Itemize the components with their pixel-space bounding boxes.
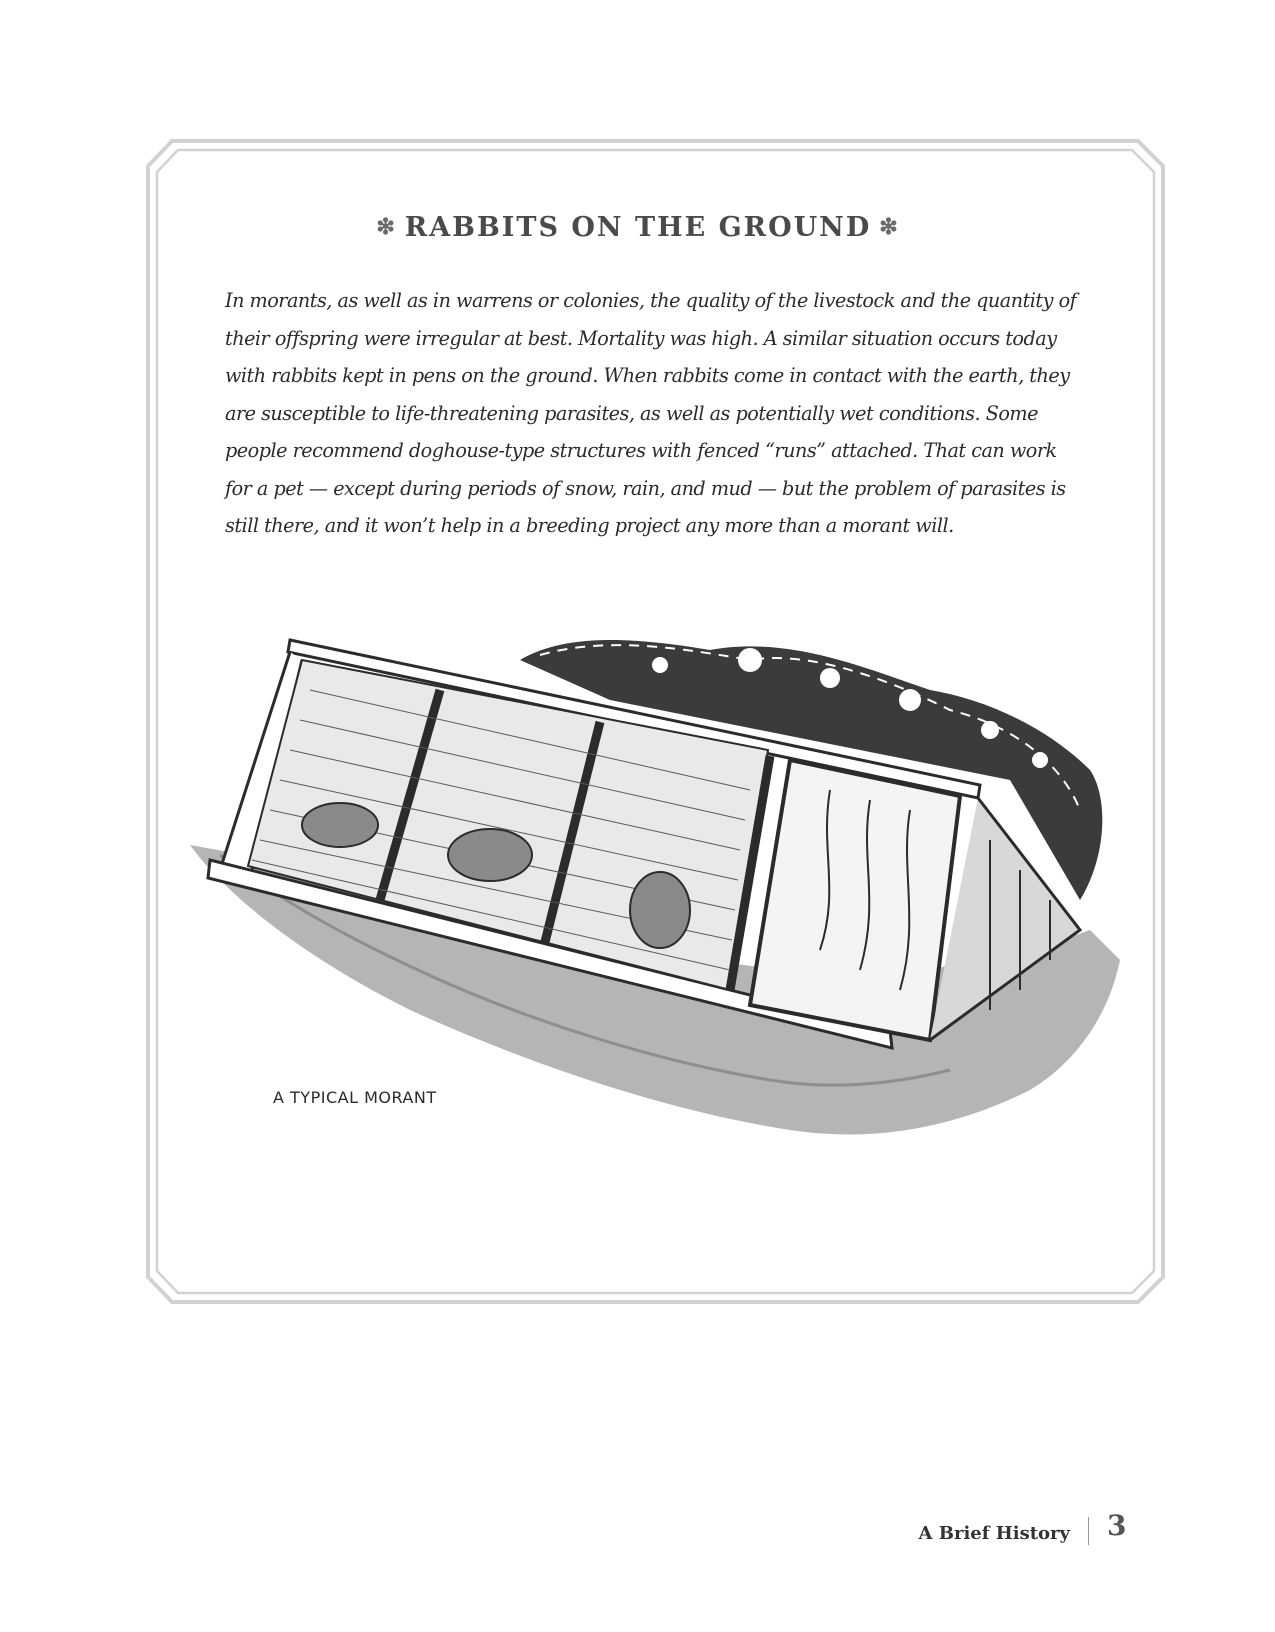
- footer-divider: [1088, 1517, 1089, 1545]
- ornament-left-icon: ❇: [376, 214, 397, 240]
- body-line: with rabbits kept in pens on the ground. When rabbits come in contact with the earth, they: [225, 364, 1070, 387]
- sidebar-title: [148, 212, 1128, 243]
- sidebar-title-text: RABBITS ON THE GROUND: [404, 212, 872, 243]
- body-line: people recommend doghouse-type structures with fenced “runs” attached. That can work: [225, 439, 1057, 462]
- body-line: are susceptible to life-threatening parasites, as well as potentially wet conditions. Some: [225, 401, 1038, 425]
- ornament-right-icon: ❇: [879, 214, 900, 240]
- body-line: their offspring were irregular at best. Mortality was high. A similar situation occurs today: [225, 326, 1057, 350]
- body-line: In morants, as well as in warrens or colonies, the quality of the livestock and the quantity of: [225, 289, 1077, 312]
- illustration-caption: A TYPICAL MORANT: [273, 1088, 437, 1107]
- running-head: A Brief History: [918, 1523, 1070, 1544]
- body-line: still there, and it won’t help in a breeding project any more than a morant will.: [225, 514, 954, 537]
- page-number: 3: [1107, 1509, 1127, 1542]
- body-line: for a pet — except during periods of snow, rain, and mud — but the problem of parasites is: [225, 476, 1066, 500]
- sidebar-body: [225, 282, 1105, 545]
